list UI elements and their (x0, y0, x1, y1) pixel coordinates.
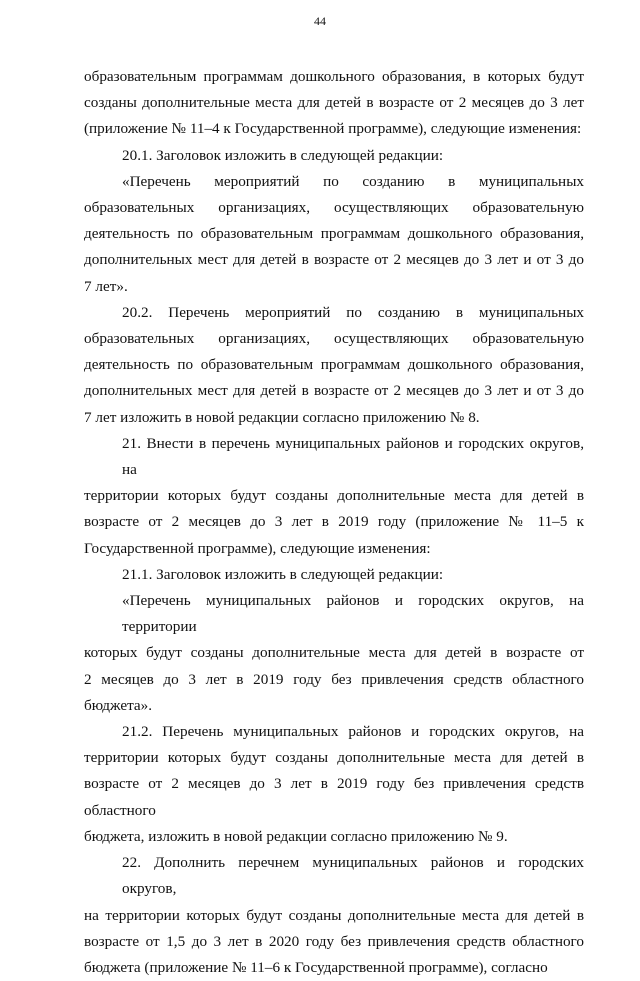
page-number: 44 (314, 14, 326, 28)
text-line: дополнительных мест для детей в возрасте от 2 месяцев до 3 лет и от 3 до (84, 382, 584, 400)
text-line: бюджета (приложение № 11–6 к Государственной программе), согласно (84, 958, 548, 976)
text-line: возрасте от 1,5 до 3 лет в 2020 году без привлечения средств областного (84, 932, 584, 950)
text-line: возрасте от 2 месяцев до 3 лет в 2019 году (приложение № 11–5 к (84, 513, 584, 531)
text-line: «Перечень мероприятий по созданию в муниципальных (122, 172, 584, 190)
text-line: возрасте от 2 месяцев до 3 лет в 2019 году без привлечения средств областного (84, 775, 584, 819)
text-line: 7 лет изложить в новой редакции согласно приложению № 8. (84, 408, 480, 426)
text-line: 21.1. Заголовок изложить в следующей редакции: (122, 565, 444, 583)
text-line: 21. Внести в перечень муниципальных районов и городских округов, на (122, 434, 584, 479)
text-line: которых будут созданы дополнительные места для детей в возрасте от (84, 644, 584, 662)
text-line: 20.1. Заголовок изложить в следующей редакции: (122, 146, 444, 164)
paragraph-p2 (84, 169, 584, 300)
paragraph-p8 (84, 850, 584, 981)
paragraph-p3 (84, 300, 584, 431)
text-line: образовательных организациях, осуществляющих образовательную (84, 330, 584, 348)
text-line: 21.2. Перечень муниципальных районов и городских округов, на (122, 723, 584, 741)
text-line: дополнительных мест для детей в возрасте от 2 месяцев до 3 лет и от 3 до (84, 251, 584, 269)
text-line: образовательным программам дошкольного образования, в которых будут (84, 68, 584, 85)
text-line: «Перечень муниципальных районов и городских округов, на территории (122, 592, 584, 636)
text-line: 20.2. Перечень мероприятий по созданию в муниципальных (122, 303, 584, 321)
text-line: бюджета, изложить в новой редакции согласно приложению № 9. (84, 827, 508, 845)
paragraph-p5 (84, 562, 584, 588)
paragraph-p6 (84, 588, 584, 719)
text-line: 22. Дополнить перечнем муниципальных районов и городских округов, (122, 854, 584, 898)
text-line: образовательных организациях, осуществляющих образовательную (84, 199, 584, 217)
paragraph-p1 (84, 143, 584, 169)
paragraph-p4 (84, 431, 584, 562)
text-line: деятельность по образовательным программам дошкольного образования, (84, 225, 584, 243)
text-line: (приложение № 11–4 к Государственной программе), следующие изменения: (84, 120, 582, 138)
paragraph-p7 (84, 719, 584, 850)
document-body (84, 64, 584, 981)
text-line: Государственной программе), следующие изменения: (84, 539, 431, 557)
text-line: созданы дополнительные места для детей в возрасте от 2 месяцев до 3 лет (84, 94, 584, 112)
paragraph-p0 (84, 64, 584, 143)
text-line: на территории которых будут созданы дополнительные места для детей в (84, 906, 584, 924)
text-line: территории которых будут созданы дополнительные места для детей в (84, 749, 584, 767)
text-line: территории которых будут созданы дополнительные места для детей в (84, 487, 584, 505)
text-line: 2 месяцев до 3 лет в 2019 году без привлечения средств областного бюджета». (84, 670, 584, 714)
text-line: 7 лет». (84, 277, 128, 295)
text-line: деятельность по образовательным программам дошкольного образования, (84, 356, 584, 374)
